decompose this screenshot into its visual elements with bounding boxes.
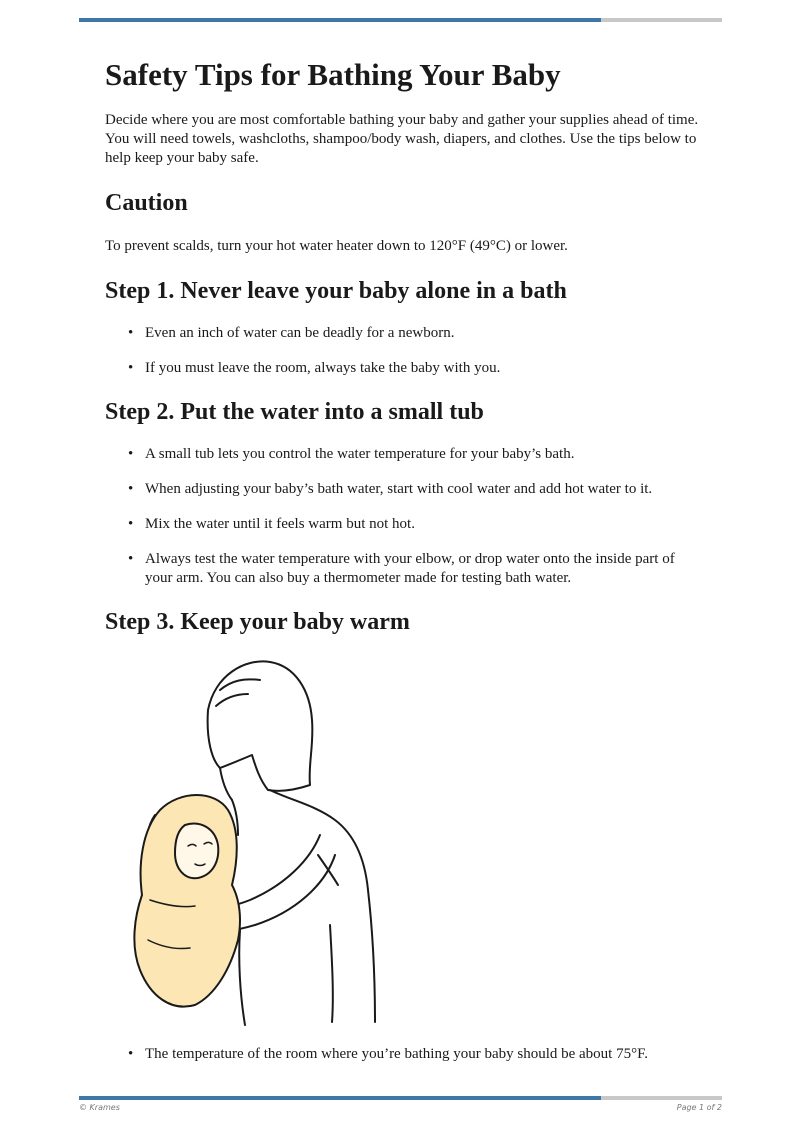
page-title: Safety Tips for Bathing Your Baby bbox=[105, 57, 561, 92]
caution-heading: Caution bbox=[105, 190, 188, 217]
bullet-icon: • bbox=[128, 445, 134, 462]
list-item bbox=[105, 445, 705, 464]
step2-heading: Step 2. Put the water into a small tub bbox=[105, 398, 484, 425]
hair-strand bbox=[220, 679, 260, 690]
step2-list bbox=[105, 445, 705, 588]
list-item bbox=[105, 324, 705, 343]
bullet-icon: • bbox=[128, 324, 134, 341]
list-item-text: If you must leave the room, always take the baby with you. bbox=[145, 359, 501, 376]
bullet-icon: • bbox=[128, 480, 134, 497]
step3-list bbox=[105, 1045, 725, 1064]
list-item-text: When adjusting your baby’s bath water, start with cool water and add hot water to it. bbox=[145, 480, 653, 497]
back-line bbox=[368, 890, 375, 1022]
body-side bbox=[330, 925, 333, 1022]
step1-heading: Step 1. Never leave your baby alone in a bath bbox=[105, 277, 567, 304]
list-item-text: The temperature of the room where you’re bathing your baby should be about 75°F. bbox=[145, 1046, 648, 1062]
list-item bbox=[105, 1045, 725, 1064]
baby-face bbox=[175, 824, 218, 879]
top-rule-accent bbox=[79, 18, 601, 22]
intro-paragraph: Decide where you are most comfortable bathing your baby and gather your supplies ahead of time. You will need towels, washcloths, shampoo/body wash, diapers, and clothes. Use the tips below to help keep your baby safe. bbox=[105, 112, 699, 167]
list-item bbox=[105, 480, 705, 499]
list-item-text: A small tub lets you control the water temperature for your baby’s bath. bbox=[145, 445, 575, 462]
step3-heading: Step 3. Keep your baby warm bbox=[105, 608, 410, 635]
bullet-icon: • bbox=[128, 359, 134, 376]
top-rule bbox=[79, 18, 722, 22]
mother-holding-baby-illustration bbox=[120, 650, 400, 1035]
face-outline bbox=[220, 768, 232, 800]
bullet-icon: • bbox=[128, 550, 134, 567]
bottom-rule bbox=[79, 1096, 722, 1100]
hair-strand bbox=[216, 694, 248, 706]
list-item bbox=[105, 550, 705, 588]
step1-list bbox=[105, 324, 705, 378]
list-item bbox=[105, 359, 705, 378]
bullet-icon: • bbox=[128, 1046, 134, 1062]
caution-text: To prevent scalds, turn your hot water heater down to 120°F (49°C) or lower. bbox=[105, 237, 568, 254]
list-item-text: Even an inch of water can be deadly for a newborn. bbox=[145, 324, 455, 341]
footer-page-number: Page 1 of 2 bbox=[676, 1103, 722, 1112]
bullet-icon: • bbox=[128, 515, 134, 532]
footer-copyright: © Krames bbox=[79, 1103, 120, 1112]
list-item-text: Always test the water temperature with your elbow, or drop water onto the inside part of your arm. You can also buy a thermometer made for testing bath water. bbox=[145, 550, 675, 586]
list-item bbox=[105, 515, 705, 534]
bottom-rule-accent bbox=[79, 1096, 601, 1100]
body-side bbox=[239, 930, 245, 1025]
list-item-text: Mix the water until it feels warm but not hot. bbox=[145, 515, 415, 532]
document-body bbox=[105, 56, 705, 636]
illustration-svg bbox=[120, 650, 400, 1035]
shoulder-line bbox=[270, 790, 368, 890]
